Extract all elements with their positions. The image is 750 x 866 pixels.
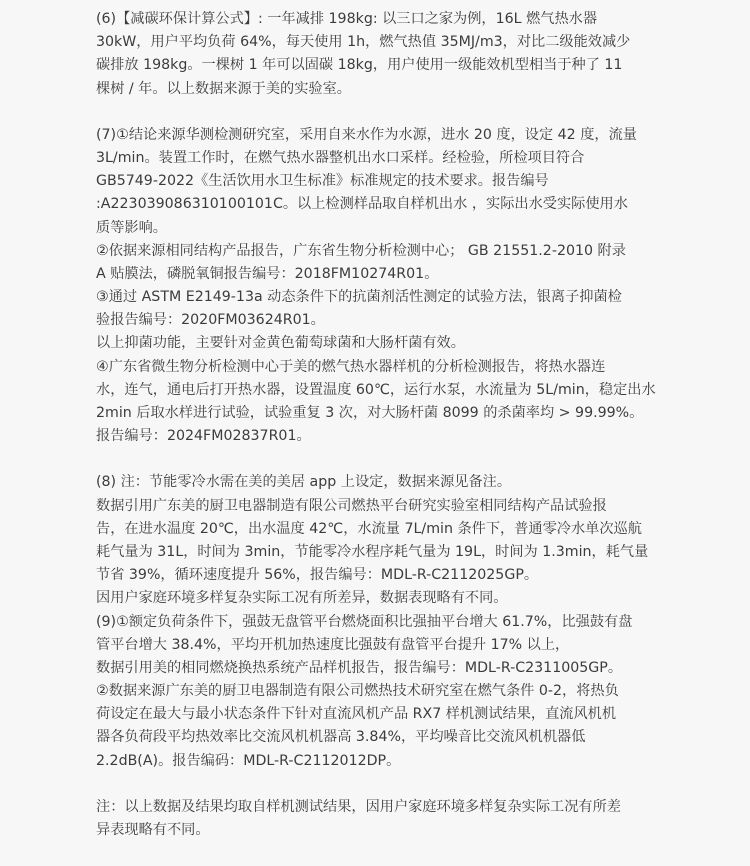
note-9-line: 数据引用美的相同燃烧换热系统产品样机报告，报告编号：MDL-R-C2311005GP。 — [96, 659, 623, 676]
footnote-section — [96, 796, 732, 842]
note-6-line: 棵树 / 年。以上数据来源于美的实验室。 — [96, 80, 351, 97]
note-7-line: 质等影响。 — [96, 219, 167, 236]
footnote-line: 异表现略有不同。 — [96, 822, 210, 838]
section-gap — [96, 773, 732, 796]
note-9-line: 器各负荷段平均热效率比交流风机机器高 3.84%，平均噪音比交流风机机器低 — [96, 729, 586, 746]
note-7-line: 2min 后取水样进行试验，试验重复 3 次，对大肠杆菌 8099 的杀菌率均 > 99.99%。 — [96, 405, 644, 421]
note-8-line: 因用户家庭环境多样复杂实际工况有所差异，数据表现略有不同。 — [96, 590, 508, 607]
note-6-line: 30kW，用户平均负荷 64%，每天使用 1h，燃气热值 35MJ/m3，对比二级能效减少 — [96, 34, 631, 51]
section-gap — [96, 101, 732, 124]
note-7-line: 3L/min。装置工作时，在燃气热水器整机出水口采样。经检验，所检项目符合 — [96, 149, 585, 166]
note-9-line: 管平台增大 38.4%，平均开机加热速度比强鼓有盘管平台提升 17% 以上， — [96, 636, 570, 653]
note-7-line: GB5749-2022《生活饮用水卫生标准》标准规定的技术要求。报告编号 — [96, 173, 549, 190]
note-8-line: 耗气量为 31L，时间为 3min，节能零冷水程序耗气量为 19L，时间为 1.3min，耗气量 — [96, 543, 649, 560]
footnote-line: 注：以上数据及结果均取自样机测试结果，因用户家庭环境多样复杂实际工况有所差 — [96, 798, 621, 815]
note-8-section — [96, 471, 732, 610]
note-7-line: 水，连气，通电后打开热水器，设置温度 60℃，运行水泵，水流量为 5L/min，稳定出水 — [96, 381, 656, 398]
note-9-line: 2.2dB(A)。报告编码：MDL-R-C2112012DP。 — [96, 752, 401, 769]
note-6-section — [96, 8, 732, 101]
note-8-line: (8) 注：节能零冷水需在美的美居 app 上设定，数据来源见备注。 — [96, 474, 512, 491]
note-7-line: 验报告编号：2020FM03624R01。 — [96, 312, 325, 329]
note-7-line: (7)①结论来源华测检测研究室，采用自来水作为水源，进水 20 度，设定 42 度，流量 — [96, 126, 637, 143]
note-7-line: 报告编号：2024FM02837R01。 — [96, 428, 311, 445]
note-6-line: (6)【减碳环保计算公式】: 一年减排 198kg: 以三口之家为例，16L 燃气热水器 — [96, 11, 598, 27]
section-gap — [96, 448, 732, 471]
note-9-section — [96, 611, 732, 773]
note-8-line: 告，在进水温度 20℃，出水温度 42℃，水流量 7L/min 条件下，普通零冷水单次巡航 — [96, 520, 642, 537]
note-9-line: ②数据来源广东美的厨卫电器制造有限公司燃热技术研究室在燃气条件 0-2，将热负 — [96, 683, 619, 700]
note-7-line: ③通过 ASTM E2149-13a 动态条件下的抗菌剂活性测定的试验方法，银离子抑菌检 — [96, 289, 622, 306]
note-9-line: 荷设定在最大与最小状态条件下针对直流风机产品 RX7 样机测试结果，直流风机机 — [96, 706, 617, 723]
note-8-line: 数据引用广东美的厨卫电器制造有限公司燃热平台研究实验室相同结构产品试验报 — [96, 497, 607, 514]
note-6-line: 碳排放 198kg。一棵树 1 年可以固碳 18kg，用户使用一级能效机型相当于种了 11 — [96, 57, 623, 74]
note-7-line: 以上抑菌功能，主要针对金黄色葡萄球菌和大肠杆菌有效。 — [96, 335, 465, 352]
note-7-line: ④广东省微生物分析检测中心于美的燃气热水器样机的分析检测报告，将热水器连 — [96, 358, 606, 375]
note-8-line: 节省 39%，循环速度提升 56%，报告编号：MDL-R-C2112025GP。 — [96, 567, 539, 584]
note-7-line: ②依据来源相同结构产品报告，广东省生物分析检测中心； GB 21551.2-2010 附录 — [96, 242, 626, 259]
note-7-line: A 贴膜法，磷脱氧铜报告编号：2018FM10274R01。 — [96, 265, 439, 282]
note-7-section — [96, 124, 732, 449]
note-9-line: (9)①额定负荷条件下，强鼓无盘管平台燃烧面积比强抽平台增大 61.7%，比强鼓有盘 — [96, 613, 633, 630]
note-7-line: :A223039086310100101C。以上检测样品取自样机出水 ，实际出水受实际使用水 — [96, 196, 628, 213]
